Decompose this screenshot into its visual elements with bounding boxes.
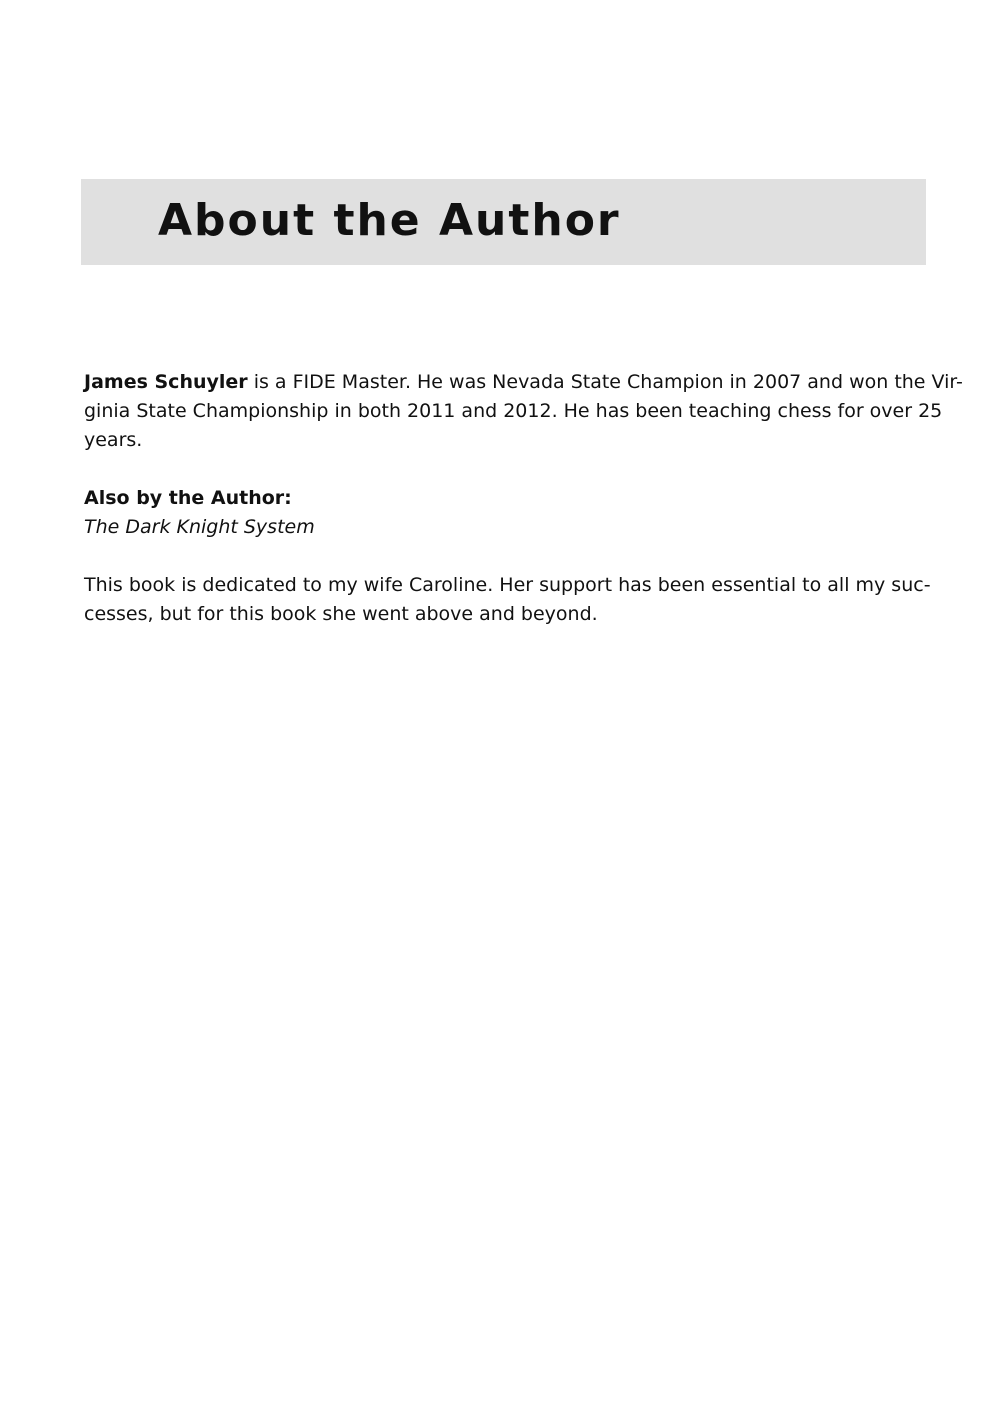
title-band (81, 179, 926, 265)
page-title: About the Author (158, 195, 621, 246)
page-content (84, 368, 963, 658)
dedication (84, 571, 931, 629)
bio-line-3: years. (84, 429, 143, 451)
author-name: James Schuyler (84, 371, 248, 393)
bio-line-2: ginia State Championship in both 2011 and 2012. He has been teaching chess for over 25 (84, 400, 943, 422)
author-bio (84, 368, 963, 455)
also-by-section (84, 484, 914, 542)
book-title: The Dark Knight System (84, 516, 315, 538)
bio-line-1 (84, 368, 963, 397)
dedication-line-2: cesses, but for this book she went above and beyond. (84, 603, 598, 625)
also-by-heading: Also by the Author: (84, 487, 292, 509)
bio-line-1-text: is a FIDE Master. He was Nevada State Champion in 2007 and won the Vir- (247, 371, 963, 393)
dedication-line-1: This book is dedicated to my wife Caroline. Her support has been essential to all my suc- (84, 574, 931, 596)
